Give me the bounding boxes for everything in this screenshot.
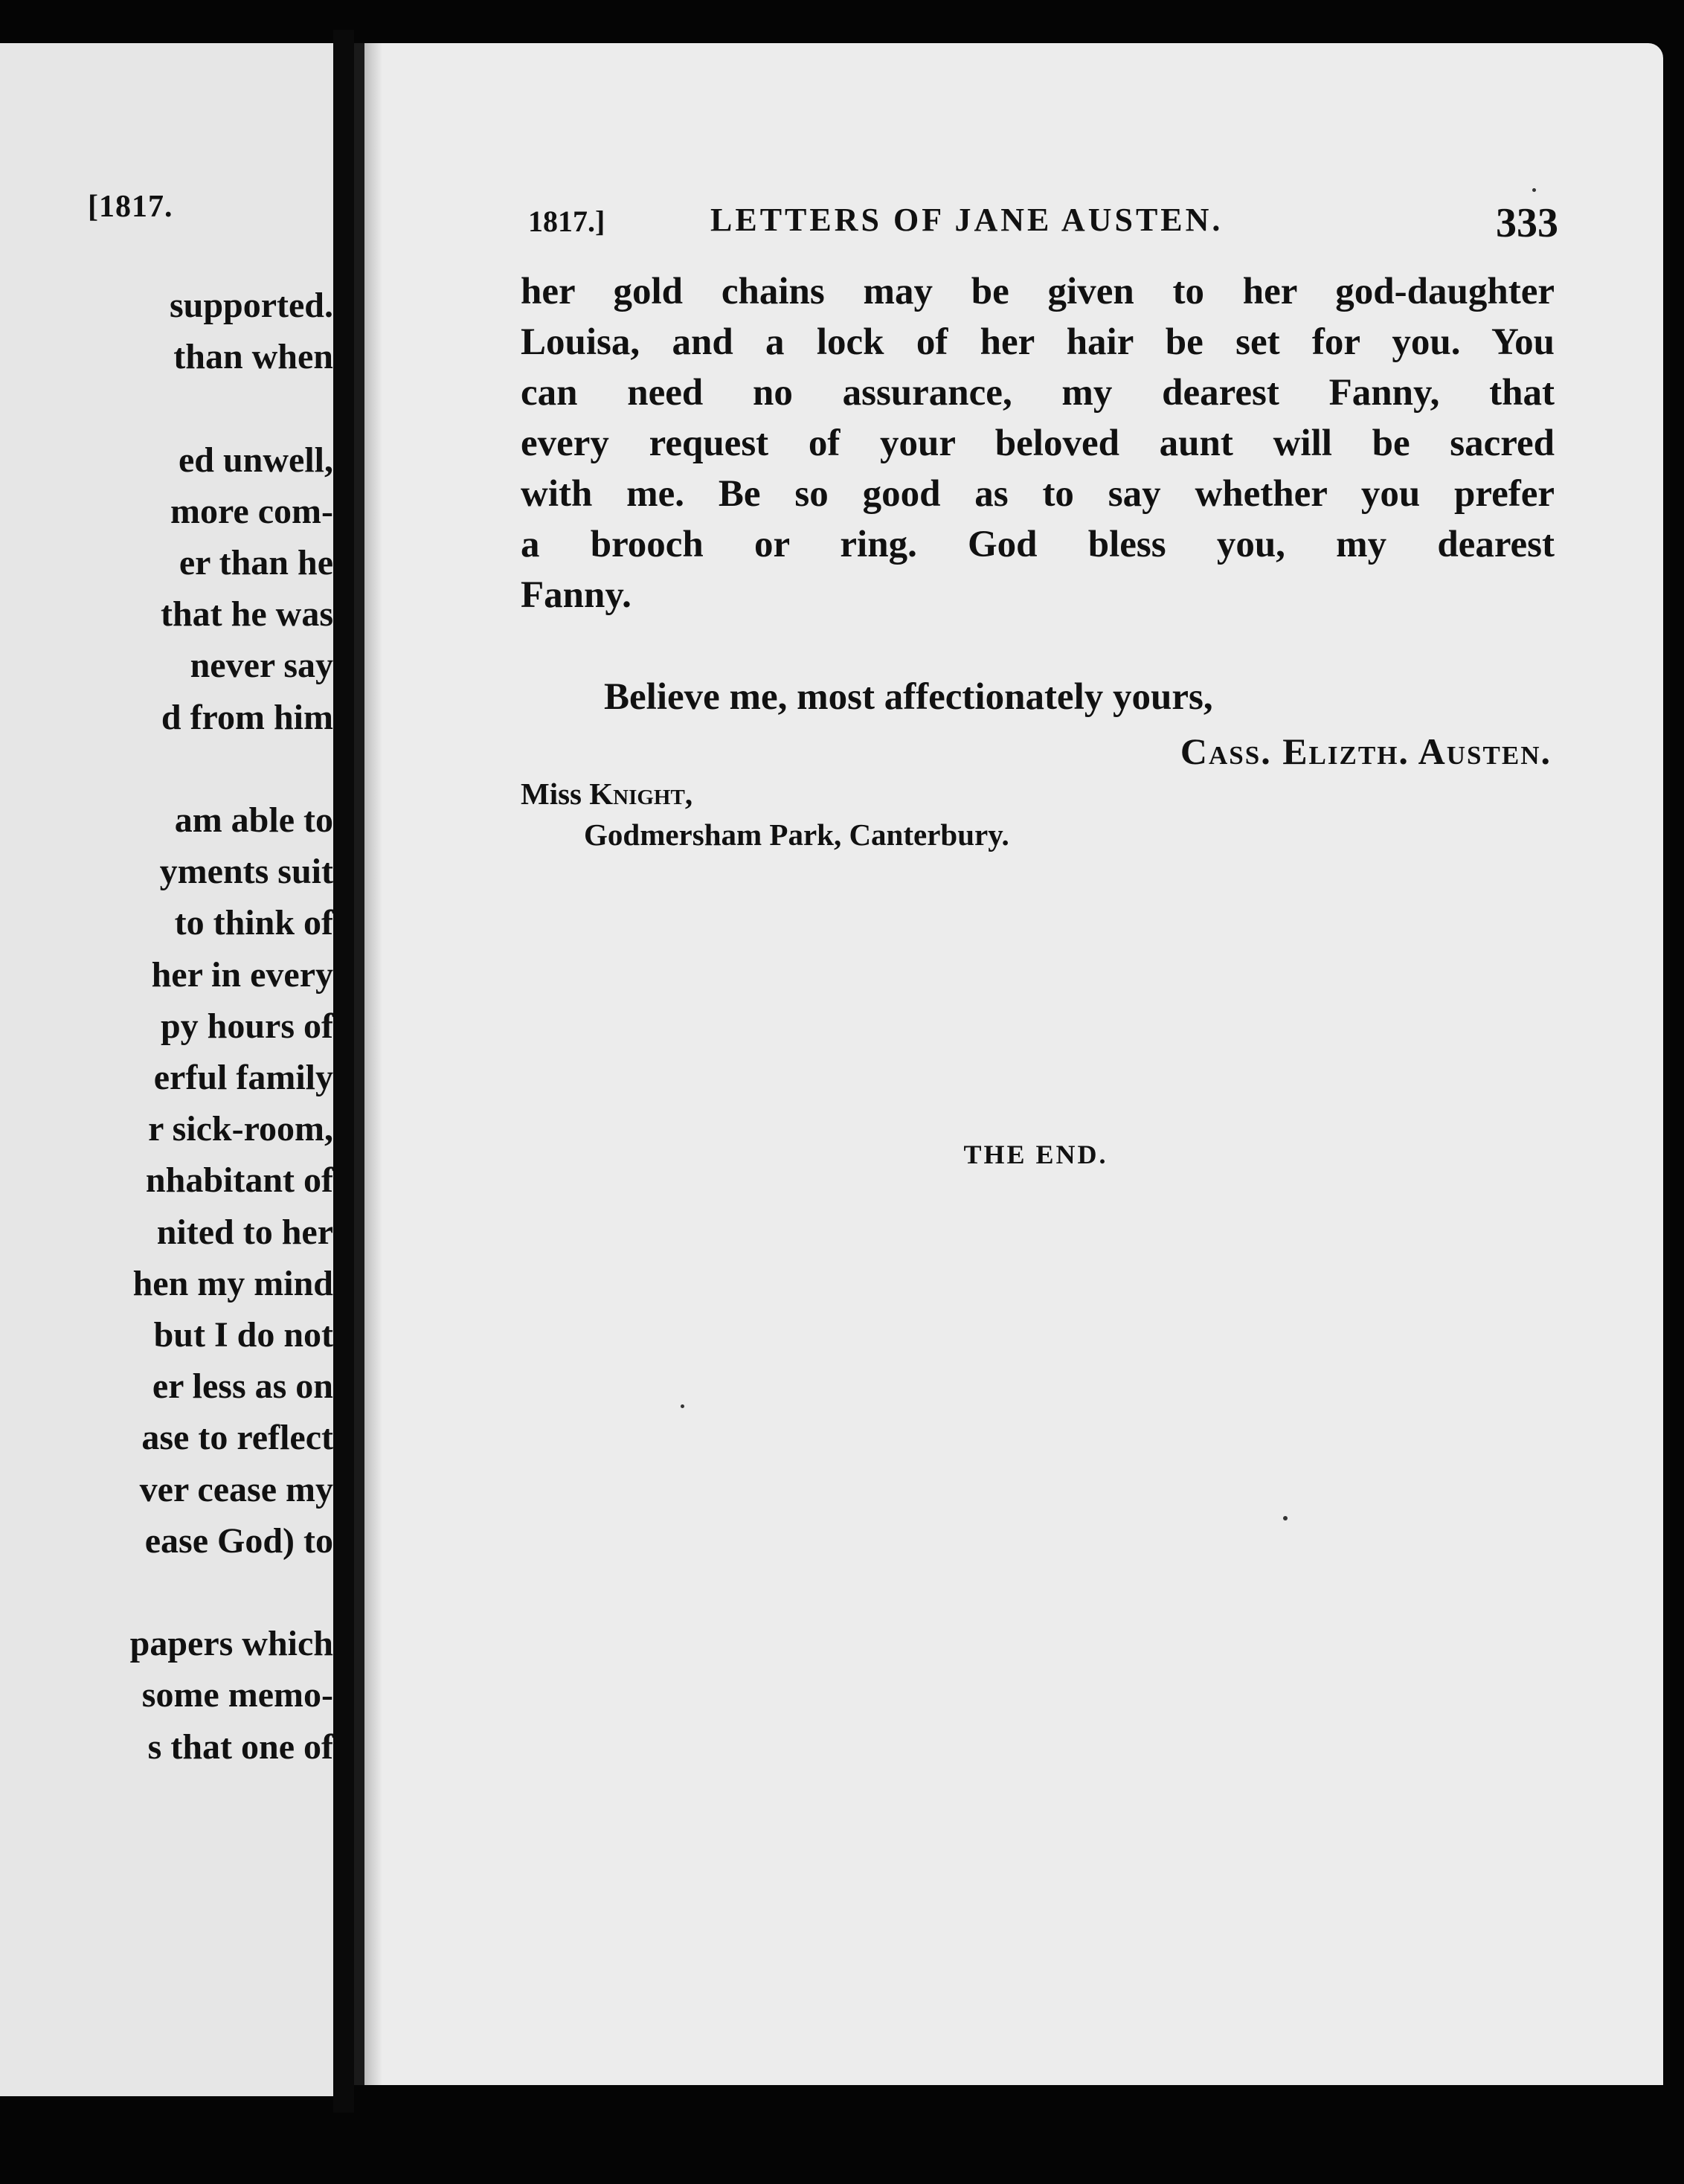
left-page-line: never say (190, 646, 333, 685)
running-head-title: LETTERS OF JANE AUSTEN. (710, 202, 1224, 238)
body-line: with me. Be so good as to say whether you prefer (521, 473, 1555, 515)
left-page-line: am able to (174, 800, 333, 840)
body-line: can need no assurance, my dearest Fanny, that (521, 372, 1555, 414)
left-page-header: [1817. (88, 190, 173, 224)
book-gutter (333, 30, 354, 2113)
addressee-prefix: Miss (521, 777, 582, 811)
left-page-line: but I do not (153, 1315, 333, 1355)
left-page-line: ase to reflect (141, 1418, 333, 1457)
left-page-line: nited to her (156, 1213, 333, 1252)
left-page-line: er than he (179, 543, 333, 582)
left-page-line: supported. (169, 286, 333, 325)
address: Godmersham Park, Canterbury. (584, 818, 1009, 852)
running-head-year: 1817.] (528, 205, 605, 238)
letter-closing: Believe me, most affectionately yours, (604, 676, 1213, 718)
left-page-line: ed unwell, (178, 440, 333, 480)
the-end: THE END. (963, 1140, 1108, 1169)
left-page-line: hen my mind (132, 1264, 333, 1303)
letter-body (521, 266, 1555, 620)
left-page-line: erful family (153, 1058, 333, 1097)
left-page-line: r sick-room, (148, 1109, 333, 1149)
left-page-line: than when (173, 337, 333, 376)
running-head (528, 199, 1558, 251)
scan-speck (1532, 188, 1536, 192)
left-page-line: ease God) to (144, 1521, 333, 1561)
left-page-line: nhabitant of (145, 1160, 333, 1200)
body-line: her gold chains may be given to her god-daughter (521, 271, 1555, 312)
addressee-name: Knight, (589, 777, 693, 811)
scan-speck (681, 1404, 684, 1408)
body-line: Louisa, and a lock of her hair be set for you. You (521, 321, 1555, 363)
left-page-line: to think of (174, 903, 333, 942)
scan-speck (1283, 1516, 1288, 1520)
left-page-line: her in every (151, 955, 333, 995)
page-number: 333 (1496, 200, 1558, 246)
left-page-line: that he was (160, 594, 333, 634)
right-page (354, 43, 1663, 2085)
left-page-line: some memo- (141, 1675, 333, 1715)
letter-signature: Cass. Elizth. Austen. (1180, 730, 1552, 772)
body-line: Fanny. (521, 574, 632, 616)
left-page-line: yments suit (159, 852, 333, 891)
left-page (0, 43, 333, 2096)
left-page-line: papers which (129, 1624, 333, 1663)
left-page-line: d from him (161, 698, 333, 737)
addressee (521, 776, 692, 812)
left-page-line: py hours of (160, 1006, 333, 1046)
left-page-line: more com- (170, 492, 333, 531)
left-page-line: ver cease my (139, 1470, 333, 1509)
left-page-line: er less as on (152, 1366, 333, 1406)
left-page-line: s that one of (147, 1727, 333, 1767)
body-line: a brooch or ring. God bless you, my dearest (521, 524, 1555, 565)
body-line: every request of your beloved aunt will be sacred (521, 423, 1555, 464)
page-edge-shadow (364, 43, 382, 2085)
